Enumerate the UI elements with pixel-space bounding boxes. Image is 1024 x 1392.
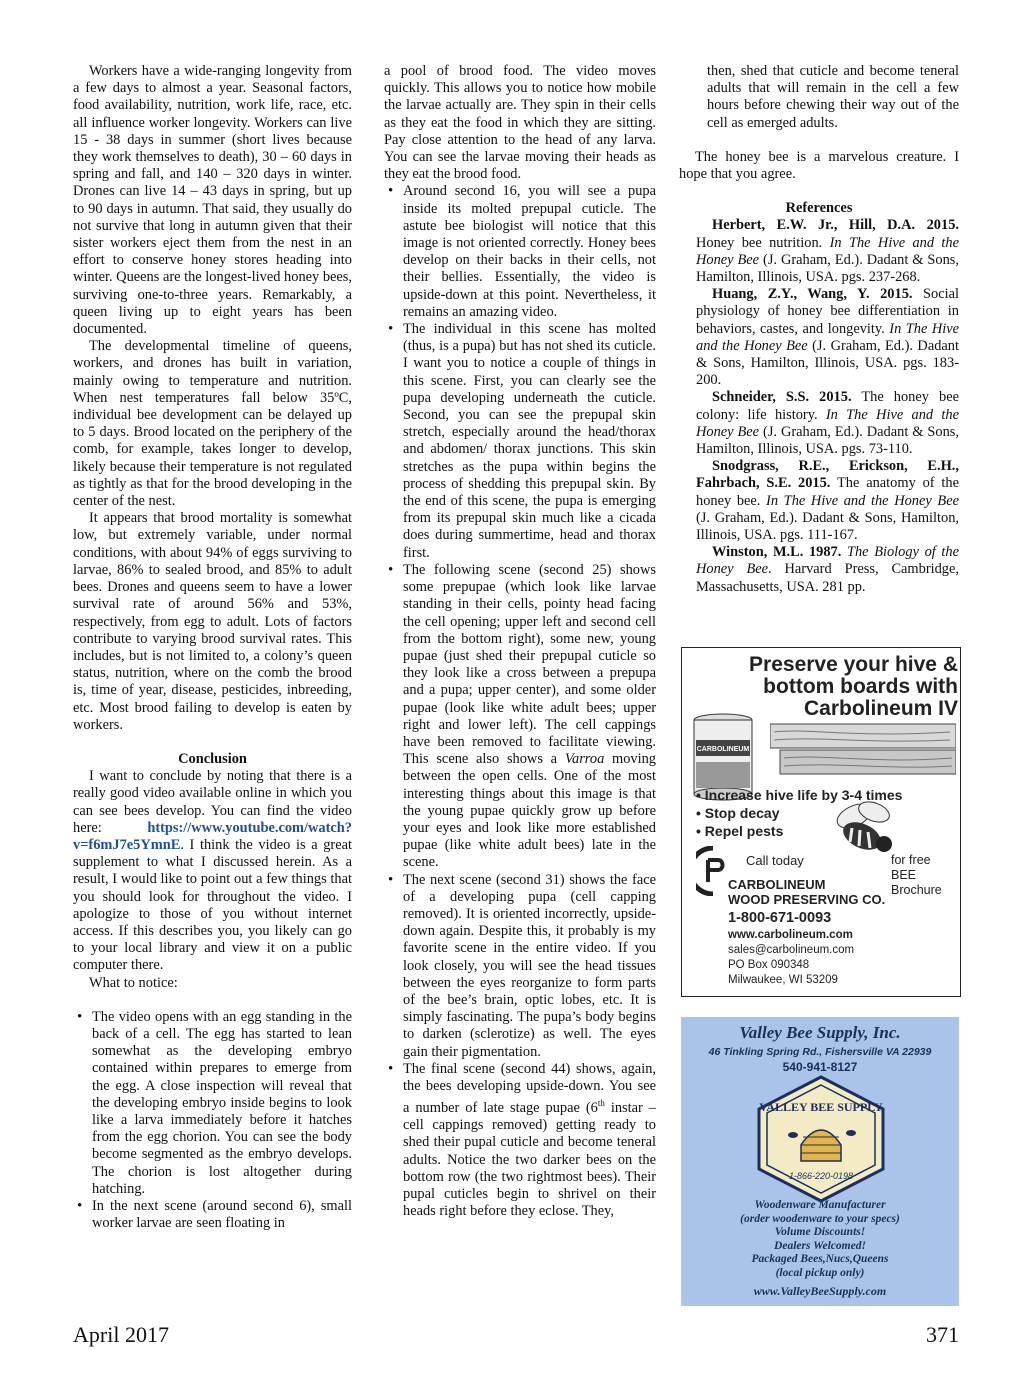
reference-entry (679, 544, 959, 596)
ad-address: 46 Tinkling Spring Rd., Fishersville VA 22939 (708, 1046, 932, 1058)
reference-publisher: (J. Graham, Ed.). Dadant & Sons, Hamilton, Illinois, USA. pgs. 111-167. (696, 509, 959, 544)
ad-city: Milwaukee, WI 53209 (728, 974, 838, 986)
ad-body (681, 1199, 959, 1281)
conclusion-text-a: I want to conclude by noting that there is a really good video available online in which you can see bees develop. You can find the video here: (73, 768, 352, 836)
list-item: • The video opens with an egg standing in the back of a cell. The egg has started to lean somewhat as the developing embryo contained within prepares to emerge from the egg. A close inspection will reveal that the developing embryo inside begins to look like a larva immediately before it hatches from the egg chorion. You can see the body become segmented as the embryo develops. The chorion is lost altogether during hatching. (73, 1009, 352, 1198)
paragraph-longevity: Workers have a wide-ranging longevity from a few days to almost a year. Seasonal factors, food availability, nutrition, work life, race, etc. all influence worker longevity. Workers can live 15 - 38 days in summer (short lives because they work themselves to death), 30 – 60 days in spring and fall, and 140 – 320 days in winter. Drones can live 14 – 43 days in spring, but up to 90 days in autumn. That said, they usually do not survive that long in autumn given that their sister workers eject them from the nest in an effort to conserve honey stores heading into winter. Queens are the longest-lived honey bees, surviving one-to-three years. Remarkably, a queen living up to eight years has been documented. (73, 63, 352, 338)
reference-title: Social physiology of honey bee differentiation in behaviors, castes, and longevity. (696, 286, 959, 337)
reference-title: The anatomy of the honey bee. (696, 475, 959, 509)
reference-publisher: (J. Graham, Ed.). Dadant & Sons, Hamilton, Illinois, USA. pgs. 73-110. (696, 423, 959, 458)
list-item: • Around second 16, you will see a pupa inside its molted prepupal cuticle. The astute bee biologist will notice that this image is not oriented correctly. Honey bees develop on their backs in their cells, not their bellies. Essentially, the video is upside-down at this point. Nevertheless, it remains an amazing video. (384, 183, 656, 321)
ad-bullet: • Increase hive life by 3-4 times (696, 787, 903, 803)
notice-list-1 (73, 1009, 352, 1233)
paragraph-conclusion (73, 768, 352, 974)
ad-website-link[interactable]: www.carbolineum.com (728, 929, 853, 941)
valley-bee-logo-icon (753, 1075, 889, 1203)
ad-line: Packaged Bees,Nucs,Queens (751, 1253, 889, 1266)
reference-publisher: (J. Graham, Ed.). Dadant & Sons, Hamilton, Illinois, USA. pgs. 183-200. (696, 337, 959, 389)
reference-entry (679, 389, 959, 458)
ad-line: Volume Discounts! (774, 1226, 866, 1239)
list-item-text: instar – cell cappings removed) getting ready to shed their pupal cuticle and become teneral adults. Notice the two darker bees on the bottom row (the two rightmost bees). Their pupal cuticles begin to shrivel on their heads right before they eclose. They, (403, 1099, 656, 1220)
conclusion-text-b: . I think the video is a great supplement to what I discussed herein. As a result, I would like to point out a few things that you should look for throughout the video. I apologize to those of you without internet access. If this describes you, you likely can go to your local library and view it on a public computer there. (73, 836, 352, 974)
reference-book: The Biology of the Honey Bee (696, 544, 959, 578)
can-label: CARBOLINEUM (696, 746, 750, 753)
call-today-text: Call today (746, 853, 804, 868)
reference-book: In The Hive and the Honey Bee (696, 320, 959, 354)
logo-phone: 1-866-220-0198 (788, 1171, 854, 1181)
reference-book: In The Hive and the Honey Bee (766, 492, 959, 509)
reference-entry (679, 458, 959, 544)
company-line: WOOD PRESERVING CO. (728, 892, 886, 907)
paragraph-closing: The honey bee is a marvelous creature. I hope that you agree. (679, 148, 959, 183)
ad-bullet: • Repel pests (696, 823, 784, 839)
video-link[interactable]: https://www.youtube.com/watch?v=f6mJ7e5YmnE (73, 819, 352, 853)
ad-line: Woodenware Manufacturer (754, 1199, 886, 1211)
page-number: 371 (926, 1322, 959, 1347)
paragraph-mortality: It appears that brood mortality is somewhat low, but extremely variable, under normal conditions, with about 94% of eggs surviving to larvae, 86% to sealed brood, and 85% to adult bees. Drones and queens seem to have a lower survival rate of around 56% and 53%, respectively, from egg to adult. Lots of factors contribute to varying brood survival rates. This includes, but is not limited to, a colony’s queen status, nutrition, where on the comb the brood is, time of year, disease, pesticides, inbreeding, etc. Most brood failing to develop is eaten by workers. (73, 510, 352, 733)
superscript: th (597, 1098, 605, 1109)
ad-headline: Preserve your hive & bottom boards with Carbolineum IV (749, 653, 958, 720)
carbolineum-logo-icon (696, 846, 730, 896)
list-item: • The next scene (second 31) shows the face of a developing pupa (cell capping removed). It is oriented incorrectly, upside-down again. Despite this, it probably is my favorite scene in the entire video. If you look closely, you will see the head tissues between the eyes reorganize to form parts of the bee’s brain, optic lobes, etc. It is simply fascinating. The pupa’s body begins to darken (sclerotize) as well. The eyes gain their pigmentation. (384, 872, 656, 1061)
references-list (679, 217, 959, 595)
ad-company-name: Valley Bee Supply, Inc. (739, 1023, 901, 1042)
column-3 (679, 63, 959, 596)
footer-date: April 2017 (73, 1322, 169, 1347)
list-item-text: The following scene (second 25) shows some prepupae (which look like larvae standing in their cells, pointy head facing the cell opening; upper left and second cell from the bottom right), some new, young pupae (just shed their prepupal cuticle so they look like a cross between a prepupa and a pupa; upper center), and some older pupae (look like white adult bees; upper right and lower left). The cell cappings have been removed to facilitate viewing. This scene also shows a (403, 561, 656, 768)
reference-authors: Schneider, S.S. 2015. (712, 389, 852, 406)
list-item: • In the next scene (around second 6), small worker larvae are seen floating in (73, 1198, 352, 1232)
reference-publisher: . Harvard Press, Cambridge, Massachusetts, USA. 281 pp. (696, 561, 959, 595)
reference-authors: Herbert, E.W. Jr., Hill, D.A. 2015. (712, 217, 959, 234)
free-line: BEE (891, 868, 917, 882)
wood-boards-icon (770, 720, 956, 778)
paragraph-continued: a pool of brood food. The video moves quickly. This allows you to notice how mobile the larvae actually are. They spin in their cells as they eat the food in which they are sitting. Pay close attention to the head of any larva. You can see the larvae moving their heads as they eat the brood food. (384, 63, 656, 183)
conclusion-heading: Conclusion (178, 750, 247, 767)
list-item-text: moving between the open cells. One of the most interesting things about this image is that the young pupae quickly grow up before your eyes and look like more established pupae (like white adult bees) late in the scene. (403, 751, 656, 871)
paragraph-continued: then, shed that cuticle and become teneral adults that will remain in the cell a few hours before chewing their way out of the cell as emerged adults. (707, 63, 959, 131)
free-line: for free (891, 853, 931, 867)
company-line: CARBOLINEUM (728, 877, 826, 892)
reference-title: Honey bee nutrition. (696, 234, 823, 251)
list-item (384, 1061, 656, 1221)
reference-authors: Snodgrass, R.E., Erickson, E.H., Fahrbach, S.E. 2015. (696, 458, 959, 492)
ad-line: (order woodenware to your specs) (740, 1212, 900, 1225)
notice-list-2 (384, 183, 656, 1220)
column-2 (384, 63, 656, 1220)
reference-entry (679, 286, 959, 389)
references-heading: References (785, 200, 853, 217)
reference-title: The honey bee colony: life history. (696, 389, 959, 423)
free-line: Brochure (891, 883, 942, 897)
paragraph-timeline: The developmental timeline of queens, workers, and drones has built in variation, mainly owing to temperature and nutrition. When nest temperatures fall below 35ºC, individual bee development can be delayed up to 5 days. Brood located on the periphery of the comb, for example, takes longer to develop, likely because their temperature is not regulated as tightly as that for the brood developing in the center of the nest. (73, 338, 352, 510)
ad-pobox: PO Box 090348 (728, 959, 810, 971)
logo-text: VALLEY BEE SUPPLY (759, 1100, 883, 1114)
list-item-text: The final scene (second 44) shows, again, the bees developing upside-down. You see a number of late stage pupae (6 (403, 1060, 656, 1116)
ad-line: (local pickup only) (775, 1266, 865, 1279)
carbolineum-ad[interactable] (681, 647, 961, 997)
valley-bee-supply-ad[interactable] (681, 1017, 959, 1306)
ad-bullet: • Stop decay (696, 805, 780, 821)
reference-publisher: (J. Graham, Ed.). Dadant & Sons, Hamilton, Illinois, USA. pgs. 237-268. (696, 251, 959, 286)
company-name (728, 877, 885, 907)
ad-email[interactable]: sales@carbolineum.com (728, 944, 855, 956)
ad-phone: 1-800-671-0093 (728, 910, 832, 926)
free-brochure-text (891, 853, 942, 898)
list-item: • The individual in this scene has molted (thus, is a pupa) but has not shed its cuticle. I want you to notice a couple of things in this scene. First, you can clearly see the pupa developing underneath the cuticle. Second, you can see the prepupal skin stretch, especially around the head/thorax and abdomen/ thorax junctions. This skin stretches as the pupa within begins the process of shedding this prepupal skin. By the end of this scene, the pupa is emerging from its prepupal skin much like a cicada does during summertime, head and thorax first. (384, 321, 656, 562)
reference-book: In The Hive and the Honey Bee (696, 406, 959, 440)
ad-line: Dealers Welcomed! (774, 1239, 866, 1252)
ad-phone: 540-941-8127 (782, 1060, 858, 1074)
bee-icon (832, 798, 902, 858)
reference-book: In The Hive and the Honey Bee (696, 234, 960, 268)
ad-contact (728, 928, 854, 988)
reference-authors: Winston, M.L. 1987. (712, 544, 842, 561)
reference-entry (679, 217, 959, 286)
list-item (384, 562, 656, 872)
varroa-italic: Varroa (564, 751, 605, 768)
reference-authors: Huang, Z.Y., Wang, Y. 2015. (712, 286, 913, 303)
ad-website-link[interactable]: www.ValleyBeeSupply.com (753, 1284, 887, 1298)
column-1 (73, 63, 352, 1232)
paragraph-what-to-notice: What to notice: (89, 974, 178, 991)
